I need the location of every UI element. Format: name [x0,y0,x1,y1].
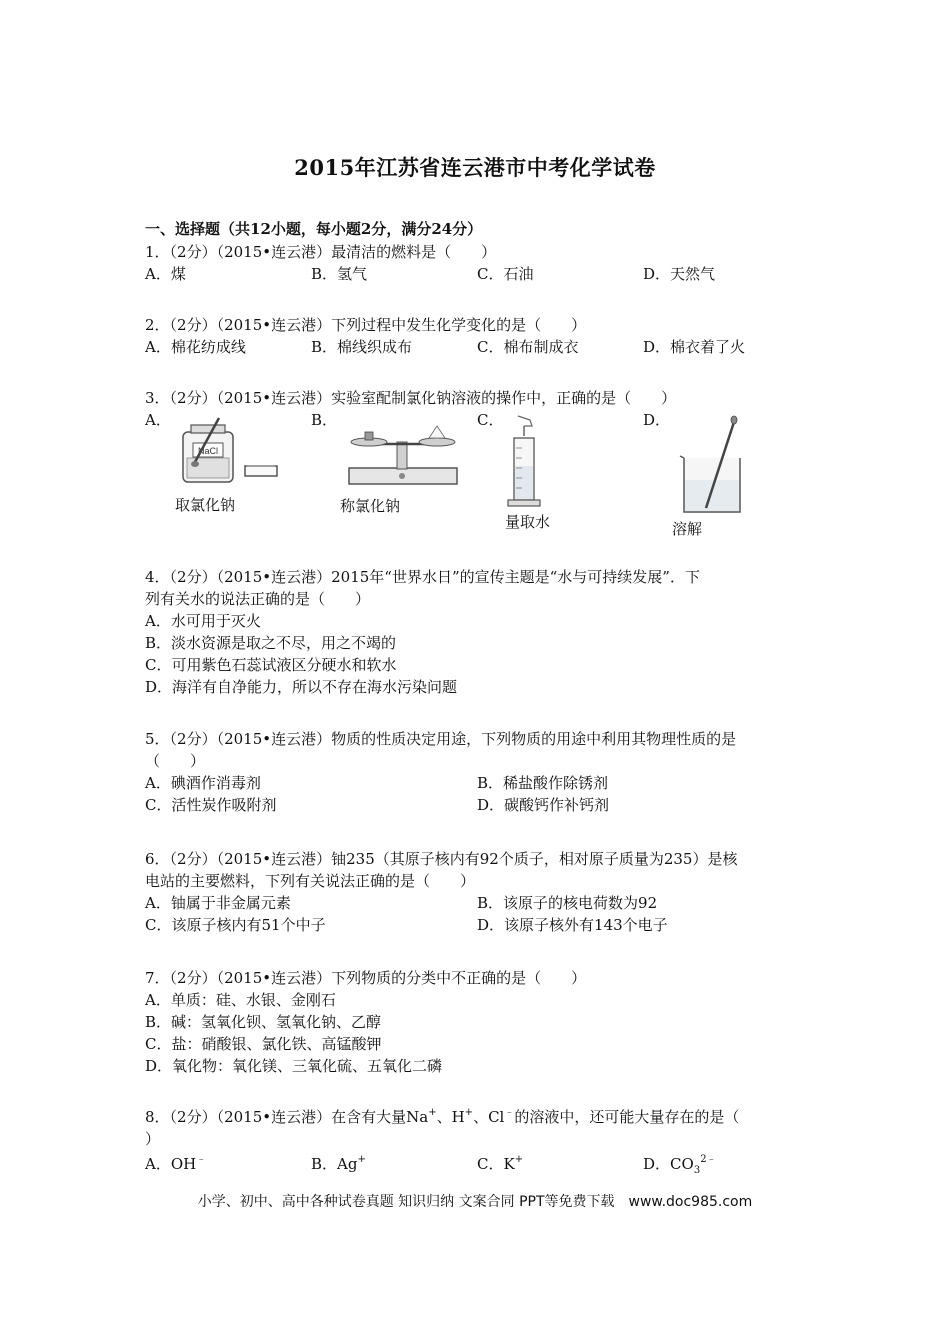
option-c[interactable]: C．棉布制成衣 [477,338,579,356]
option-c[interactable]: C．活性炭作吸附剂 [145,796,277,814]
option-c-text: C．K [477,1155,515,1173]
graduated-cylinder-figure [500,414,560,510]
option-c[interactable]: C．可用紫色石蕊试液区分硬水和软水 [145,656,397,674]
option-b[interactable]: B．稀盐酸作除锈剂 [477,774,609,792]
option-b[interactable]: B．淡水资源是取之不尽，用之不竭的 [145,634,397,652]
option-d[interactable]: D．天然气 [643,265,716,283]
page-footer[interactable]: 小学、初中、高中各种试卷真题 知识归纳 文案合同 PPT等免费下载 www.doc985.com [197,1194,753,1210]
beaker-stirring-figure [676,414,756,518]
option-c[interactable]: C．盐：硝酸银、氯化铁、高锰酸钾 [145,1035,382,1053]
options [145,336,810,358]
question-stem-line-2: ） [145,1130,161,1148]
option-b[interactable]: B． [311,411,338,429]
question-7 [145,967,810,1077]
options [145,772,810,816]
option-a[interactable]: A．碘酒作消毒剂 [145,774,261,792]
option-c[interactable]: C．石油 [477,265,534,283]
options [145,989,810,1077]
question-8 [145,1106,810,1175]
question-2 [145,314,810,358]
option-b[interactable] [311,1153,477,1175]
option-b[interactable]: B．氢气 [311,265,368,283]
question-stem-line-1: 4．（2分）（2015•连云港）2015年“世界水日”的宣传主题是“水与可持续发展”．下 [145,568,700,586]
option-a[interactable]: A．单质：硅、水银、金刚石 [145,991,336,1009]
question-stem-line-2: 电站的主要燃料，下列有关说法正确的是（ ） [145,872,476,890]
question-6 [145,848,810,936]
question-stem-line-1: 6．（2分）（2015•连云港）铀235（其原子核内有92个质子，相对原子质量为235）是核 [145,850,738,868]
stem-text-d: 的溶液中，还可能大量存在的是（ [514,1108,740,1126]
option-d-subscript: 3 [693,1165,701,1176]
options [145,610,810,698]
option-b-text: B．Ag [311,1155,358,1173]
question-stem: 1．（2分）（2015•连云港）最清洁的燃料是（ ） [145,243,497,261]
reagent-bottle-figure [175,416,285,486]
option-d-charge: 2﹣ [700,1154,717,1165]
option-d[interactable]: D．棉衣着了火 [643,338,746,356]
page-title: 2015年江苏省连云港市中考化学试卷 [294,155,656,180]
option-d[interactable]: D．海洋有自净能力，所以不存在海水污染问题 [145,678,458,696]
option-b[interactable]: B．棉线织成布 [311,338,413,356]
option-c-charge: + [514,1154,524,1165]
option-d-text: D．CO [643,1155,694,1173]
figure-caption-c: 量取水 [505,513,551,531]
question-stem-line-2: 列有关水的说法正确的是（ ） [145,590,371,608]
question-stem-line-1: 5．（2分）（2015•连云港）物质的性质决定用途，下列物质的用途中利用其物理性质的是 [145,730,737,748]
option-c[interactable]: C．该原子核内有51个中子 [145,916,326,934]
option-a[interactable]: A．铀属于非金属元素 [145,894,291,912]
question-stem-line-2: （ ） [145,752,206,770]
option-d[interactable] [643,1153,809,1175]
option-a[interactable]: A．棉花纺成线 [145,338,246,356]
question-1 [145,241,810,285]
option-c[interactable] [477,1153,643,1175]
option-a[interactable]: A． [145,411,171,429]
option-d[interactable]: D． [643,411,671,429]
option-a[interactable]: A．煤 [145,265,186,283]
option-a[interactable]: A．水可用于灭火 [145,612,261,630]
option-a-text: A．OH [145,1155,197,1173]
bottle-label: NaCl [197,446,219,456]
question-stem: 7．（2分）（2015•连云港）下列物质的分类中不正确的是（ ） [145,969,587,987]
figure-caption-a: 取氯化钠 [175,496,236,514]
charge-na: + [428,1107,437,1118]
option-b[interactable]: B．该原子的核电荷数为92 [477,894,658,912]
option-d[interactable]: D．该原子核外有143个电子 [477,916,668,934]
question-stem-line-1 [145,1106,810,1128]
options [145,892,810,936]
options [145,263,810,285]
question-5 [145,728,810,816]
charge-cl: ﹣ [504,1107,515,1118]
option-b[interactable]: B．碱：氢氧化钡、氢氧化钠、乙醇 [145,1013,382,1031]
option-b-charge: + [357,1154,366,1165]
options [145,1153,810,1175]
stem-text-b: 、H [436,1108,465,1126]
stem-text-c: 、Cl [473,1108,505,1126]
stem-text-a: 8．（2分）（2015•连云港）在含有大量Na [145,1108,429,1126]
question-4 [145,566,810,698]
charge-h: + [464,1107,474,1118]
option-d[interactable]: D．氧化物：氧化镁、三氧化硫、五氧化二磷 [145,1057,443,1075]
balance-scale-figure [345,416,465,488]
option-a[interactable] [145,1153,311,1175]
question-stem: 2．（2分）（2015•连云港）下列过程中发生化学变化的是（ ） [145,316,587,334]
question-stem: 3．（2分）（2015•连云港）实验室配制氯化钠溶液的操作中，正确的是（ ） [145,389,677,407]
section-heading: 一、选择题（共12小题，每小题2分，满分24分） [145,220,483,238]
figure-caption-d: 溶解 [672,520,703,538]
figure-caption-b: 称氯化钠 [340,497,401,515]
option-c[interactable]: C． [477,411,504,429]
option-a-charge: ﹣ [196,1154,207,1165]
option-d[interactable]: D．碳酸钙作补钙剂 [477,796,610,814]
